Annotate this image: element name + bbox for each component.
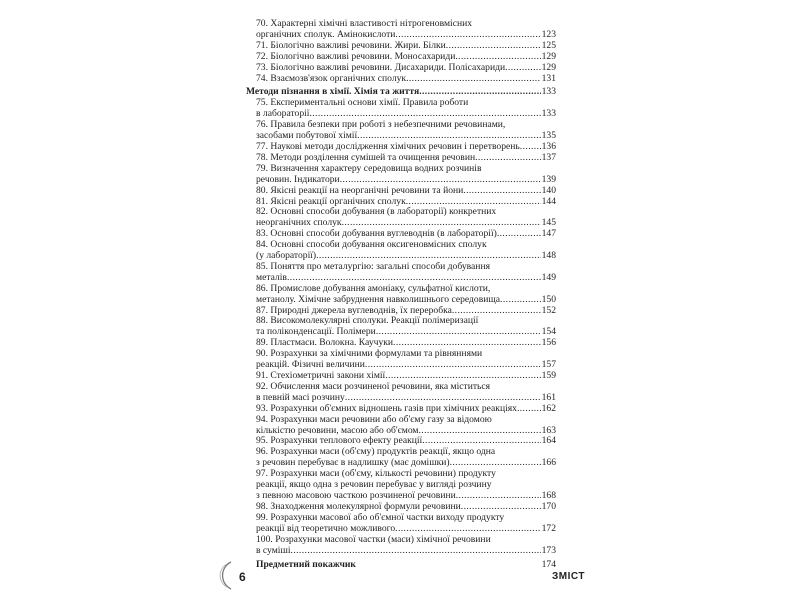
toc-section-heading bbox=[246, 87, 556, 98]
toc-entry bbox=[246, 120, 556, 142]
toc-entry-number: 81. bbox=[256, 196, 268, 207]
toc-leader-dots bbox=[406, 74, 541, 85]
toc-leader-dots bbox=[385, 371, 540, 382]
toc-entry-number: 83. bbox=[256, 229, 268, 240]
toc-page-number: 157 bbox=[541, 359, 556, 371]
toc-leader-dots bbox=[452, 306, 541, 317]
toc-entry-line bbox=[246, 175, 556, 186]
toc-page-number: 161 bbox=[541, 391, 556, 403]
toc-entry-text: Основні способи добування (в лабораторії) конкретних bbox=[270, 207, 497, 218]
toc-entry-line bbox=[246, 360, 556, 371]
toc-entry bbox=[246, 502, 556, 513]
toc-entry-number: 86. bbox=[256, 283, 268, 294]
toc-leader-dots bbox=[309, 109, 540, 120]
toc-entry-text bbox=[246, 535, 556, 546]
toc-entry bbox=[246, 316, 556, 338]
toc-entry-line bbox=[246, 186, 556, 197]
toc-page-number: 174 bbox=[541, 560, 556, 571]
toc-entry-text: Знаходження молекулярної формули речовини bbox=[270, 501, 461, 512]
toc-entry bbox=[246, 142, 556, 153]
toc-entry-text: Поняття про металургію: загальні способи добування bbox=[270, 261, 490, 272]
toc-entry-text: реакції від теоретично можливого bbox=[256, 522, 396, 534]
toc-entry-text: Методи розділення сумішей та очищення речовин bbox=[270, 152, 476, 163]
toc-entry-line bbox=[246, 327, 556, 338]
section-title: ЗМІСТ bbox=[552, 571, 585, 582]
toc-page-number: 159 bbox=[541, 371, 556, 381]
toc-leader-dots bbox=[365, 360, 541, 371]
toc-entry-line bbox=[246, 251, 556, 262]
toc-entry bbox=[246, 240, 556, 262]
toc-entry-text: Промислове добування амоніаку, сульфатної кислоти, bbox=[270, 283, 491, 294]
toc-entry-text: Якісні реакції органічних сполук bbox=[270, 196, 406, 207]
toc-entry-number: 75. bbox=[256, 98, 268, 109]
toc-page-number: 150 bbox=[541, 293, 556, 305]
toc-entry-line bbox=[246, 338, 556, 349]
toc-entry bbox=[246, 164, 556, 186]
toc-page-number: 123 bbox=[541, 28, 556, 40]
toc-entry bbox=[246, 98, 556, 120]
toc-entry-text: метанолу. Хімічне забруднення навколишнього середовища bbox=[256, 293, 501, 305]
toc-entry-line bbox=[246, 546, 556, 557]
toc-leader-dots bbox=[475, 153, 541, 164]
toc-entry-text: Розрахунки за хімічними формулами та рівняннями bbox=[270, 349, 483, 360]
toc-entry-text: Стехіометричні закони хімії bbox=[270, 371, 386, 381]
toc-entry bbox=[246, 207, 556, 229]
toc-entry-number: 95. bbox=[256, 436, 268, 447]
toc-entry-text: Основні способи добування вуглеводнів (в лабораторії) bbox=[270, 229, 497, 240]
toc-page-number: 135 bbox=[541, 130, 556, 142]
page-number: 6 bbox=[239, 570, 246, 584]
toc-entry-number: 80. bbox=[256, 185, 268, 196]
toc-entry bbox=[246, 306, 556, 317]
toc-entry-line bbox=[246, 273, 556, 284]
toc-entry-number: 76. bbox=[256, 120, 268, 131]
toc-leader-dots bbox=[395, 30, 540, 41]
toc-entry bbox=[246, 349, 556, 371]
toc-page-number: 131 bbox=[541, 73, 556, 84]
toc-entry-text: органічних сполук. Амінокислоти bbox=[256, 28, 396, 40]
toc-entry-number: 74. bbox=[256, 73, 268, 84]
toc-leader-dots bbox=[393, 338, 541, 349]
toc-entry-text: Розрахунки маси (об'єму) продуктів реакції, якщо одна bbox=[270, 447, 496, 458]
toc-leader-dots bbox=[450, 458, 541, 469]
toc-leader-dots bbox=[345, 393, 541, 404]
toc-leader-dots bbox=[376, 327, 541, 338]
toc-entry-number: 72. bbox=[256, 51, 268, 62]
toc-entry-line bbox=[246, 436, 556, 447]
toc-entry bbox=[246, 153, 556, 164]
toc-entry-number: 92. bbox=[256, 381, 268, 392]
toc-entry-text: з певною масовою часткою розчиненої речовини bbox=[256, 489, 456, 501]
toc-entry-text: Біологічно важливі речовини. Жири. Білки bbox=[270, 40, 446, 51]
toc-entry bbox=[246, 371, 556, 382]
toc-entry bbox=[246, 197, 556, 208]
toc-page-number: 137 bbox=[541, 152, 556, 163]
toc-leader-dots bbox=[395, 524, 540, 535]
toc-page-number: 147 bbox=[541, 229, 556, 240]
toc-entry-text: Визначення характеру середовища водних розчинів bbox=[270, 163, 482, 174]
toc-leader-dots bbox=[500, 295, 541, 306]
toc-entry bbox=[246, 513, 556, 535]
toc-entry bbox=[246, 186, 556, 197]
toc-page-number: 133 bbox=[541, 108, 556, 120]
toc-entry-line bbox=[246, 153, 556, 164]
toc-entry-text: Розрахунки маси (об'єму, кількості речовини) продукту bbox=[270, 469, 496, 480]
toc-entry bbox=[246, 284, 556, 306]
toc-entry-line bbox=[246, 87, 556, 98]
toc-entry-text: Предметний покажчик bbox=[256, 560, 356, 571]
toc-entry-line bbox=[246, 404, 556, 415]
page-footer bbox=[205, 560, 585, 590]
toc-leader-dots bbox=[497, 229, 541, 240]
toc-entry-line bbox=[246, 30, 556, 41]
toc-page-number: 139 bbox=[541, 173, 556, 185]
toc-page-number: 129 bbox=[541, 51, 556, 62]
toc-page-number: 154 bbox=[541, 326, 556, 338]
toc-page-number: 145 bbox=[541, 217, 556, 229]
toc-entry-text: Розрахунки маси речовини або об'єму газу за відомою bbox=[270, 414, 492, 425]
toc-entry-text: з речовин перебуває в надлишку (має домішки) bbox=[256, 457, 450, 469]
toc-page-number: 133 bbox=[541, 87, 556, 98]
toc-page-number: 173 bbox=[541, 544, 556, 556]
toc-entry bbox=[246, 415, 556, 437]
toc-page-number: 144 bbox=[541, 196, 556, 207]
toc-page-number: 166 bbox=[541, 457, 556, 469]
toc-entry-line bbox=[246, 63, 556, 74]
toc-entry-number: 73. bbox=[256, 62, 268, 73]
toc-entry-number: 82. bbox=[256, 207, 268, 218]
toc-entry-number: 78. bbox=[256, 152, 268, 163]
toc-page-number: 163 bbox=[541, 424, 556, 436]
toc-entry-text: засобами побутової хімії bbox=[256, 130, 358, 142]
toc-leader-dots bbox=[456, 491, 541, 502]
toc-page-number: 148 bbox=[541, 250, 556, 262]
toc-section-title: Методи пізнання в хімії. Хімія та життя bbox=[246, 87, 420, 98]
toc-leader-dots bbox=[419, 87, 540, 98]
toc-entry-text: в лабораторії bbox=[256, 108, 310, 120]
toc-entry-text bbox=[246, 415, 556, 426]
toc-entry-number: 71. bbox=[256, 40, 268, 51]
toc-entry-number: 84. bbox=[256, 240, 268, 251]
toc-page-number: 129 bbox=[541, 62, 556, 73]
toc-entry-number: 98. bbox=[256, 501, 268, 512]
toc-leader-dots bbox=[291, 546, 541, 557]
toc-leader-dots bbox=[505, 63, 541, 74]
toc-leader-dots bbox=[419, 426, 541, 437]
toc-entry-text: в певній масі розчину bbox=[256, 391, 345, 403]
toc-entry-line bbox=[246, 502, 556, 513]
toc-entry-line bbox=[246, 142, 556, 153]
toc-entry-text: Експериментальні основи хімії. Правила роботи bbox=[270, 98, 469, 109]
toc-entry-line bbox=[246, 74, 556, 85]
toc-leader-dots bbox=[461, 502, 541, 513]
toc-entry bbox=[246, 447, 556, 469]
toc-entry-number: 96. bbox=[256, 447, 268, 458]
toc-entry bbox=[246, 63, 556, 74]
toc-entry-number: 99. bbox=[256, 512, 268, 523]
toc-entry bbox=[246, 229, 556, 240]
toc-entry-text: речовин. Індикатори bbox=[256, 173, 340, 185]
toc-page-number: 140 bbox=[541, 185, 556, 196]
toc-leader-dots bbox=[446, 41, 541, 52]
toc-entry-number: 87. bbox=[256, 305, 268, 316]
toc-entry-line bbox=[246, 41, 556, 52]
toc-entry-number: 70. bbox=[256, 19, 268, 29]
toc-page-number: 170 bbox=[541, 501, 556, 512]
toc-page-number: 136 bbox=[541, 141, 556, 152]
toc-entry-text: та поліконденсації. Полімери bbox=[256, 326, 376, 338]
toc-entry-text: Характерні хімічні властивості нітрогеновмісних bbox=[270, 19, 473, 29]
toc-entry-text: неорганічних сполук bbox=[256, 217, 342, 229]
toc-leader-dots bbox=[357, 131, 540, 142]
toc-page-number: 156 bbox=[541, 338, 556, 349]
toc-entry-number: 91. bbox=[256, 371, 268, 381]
toc-entry-text: Біологічно важливі речовини. Моносахариди bbox=[270, 51, 456, 62]
toc-entry-text: Наукові методи дослідження хімічних речовин і перетворень bbox=[270, 141, 520, 152]
toc-entry-number: 94. bbox=[256, 414, 268, 425]
toc-entry-line bbox=[246, 426, 556, 437]
toc-leader-dots bbox=[517, 404, 541, 415]
toc-entry-text: Розрахунки об'ємних відношень газів при хімічних реакціях bbox=[270, 403, 517, 414]
toc-entry-text: Розрахунки масової або об'ємної частки виходу продукту bbox=[270, 512, 505, 523]
toc-entry-text: Якісні реакції на неорганічні речовини та йони bbox=[270, 185, 464, 196]
toc-entry-line bbox=[246, 131, 556, 142]
toc-leader-dots bbox=[316, 251, 541, 262]
toc-entry-text: Пластмаси. Волокна. Каучуки bbox=[270, 338, 394, 349]
table-of-contents bbox=[246, 19, 556, 571]
toc-entry-line bbox=[246, 306, 556, 317]
toc-entry bbox=[246, 52, 556, 63]
toc-entry bbox=[246, 436, 556, 447]
toc-entry-text: Взаємозв'язок органічних сполук bbox=[270, 73, 407, 84]
toc-leader-dots bbox=[422, 436, 540, 447]
toc-entry-number: 100. bbox=[256, 534, 273, 545]
toc-page-number: 172 bbox=[541, 522, 556, 534]
toc-leader-dots bbox=[287, 273, 541, 284]
toc-entry-text: реакції, якщо одна з речовин перебуває у вигляді розчину bbox=[256, 479, 492, 491]
toc-entry bbox=[246, 469, 556, 502]
toc-entry-text: (у лабораторії) bbox=[256, 250, 317, 262]
toc-entry-line bbox=[246, 52, 556, 63]
toc-entry-number: 93. bbox=[256, 403, 268, 414]
toc-entry-line bbox=[246, 491, 556, 502]
toc-entry-line bbox=[246, 295, 556, 306]
toc-entry bbox=[246, 19, 556, 41]
toc-entry-line bbox=[246, 393, 556, 404]
toc-entry-text: Високомолекулярні сполуки. Реакції полімеризації bbox=[270, 316, 479, 327]
toc-entry-text: Біологічно важливі речовини. Дисахариди. Полісахариди bbox=[270, 62, 506, 73]
toc-entry bbox=[246, 74, 556, 85]
toc-entry-number: 77. bbox=[256, 141, 268, 152]
toc-entry-line bbox=[246, 109, 556, 120]
toc-entry-text: Правила безпеки при роботі з небезпечними речовинами, bbox=[270, 120, 506, 131]
toc-leader-dots bbox=[342, 218, 541, 229]
toc-entry-number: 88. bbox=[256, 316, 268, 327]
toc-entry-line bbox=[246, 229, 556, 240]
toc-page-number: 168 bbox=[541, 489, 556, 501]
toc-leader-dots bbox=[455, 52, 540, 63]
toc-entry-text: в суміші bbox=[256, 544, 291, 556]
toc-leader-dots bbox=[520, 142, 541, 153]
toc-entry bbox=[246, 338, 556, 349]
toc-page-number: 125 bbox=[541, 40, 556, 51]
toc-entry bbox=[246, 404, 556, 415]
toc-page-number: 164 bbox=[541, 436, 556, 447]
toc-leader-dots bbox=[406, 197, 541, 208]
toc-page-number: 152 bbox=[541, 305, 556, 316]
toc-page-number: 149 bbox=[541, 271, 556, 283]
toc-entry-line bbox=[246, 371, 556, 382]
toc-page-number: 162 bbox=[541, 403, 556, 414]
toc-entry-text: металів bbox=[256, 271, 287, 283]
toc-entry bbox=[246, 262, 556, 284]
toc-entry-text: Природні джерела вуглеводнів, їх переробка bbox=[270, 305, 452, 316]
toc-entry-text: Основні способи добування оксигеновмісних сполук bbox=[270, 240, 487, 251]
toc-entry-text: Обчислення маси розчиненої речовини, яка міститься bbox=[270, 381, 491, 392]
toc-entry-number: 85. bbox=[256, 261, 268, 272]
toc-entry-number: 79. bbox=[256, 163, 268, 174]
toc-entry bbox=[246, 535, 556, 557]
toc-entry-line bbox=[246, 524, 556, 535]
toc-entry-text: Розрахунки масової частки (маси) хімічної речовини bbox=[275, 534, 491, 545]
toc-entry-text bbox=[246, 262, 556, 273]
toc-entry-number: 89. bbox=[256, 338, 268, 349]
toc-entry-line bbox=[246, 197, 556, 208]
toc-entry-text: реакцій. Фізичні величини bbox=[256, 359, 365, 371]
toc-entry-number: 90. bbox=[256, 349, 268, 360]
toc-leader-dots bbox=[463, 186, 540, 197]
toc-entry-text: Розрахунки теплового ефекту реакції bbox=[270, 436, 423, 447]
toc-entry-text: кількістю речовини, масою або об'ємом bbox=[256, 424, 419, 436]
toc-entry bbox=[246, 382, 556, 404]
toc-entry bbox=[246, 41, 556, 52]
toc-entry-number: 97. bbox=[256, 469, 268, 480]
toc-entry-line bbox=[246, 218, 556, 229]
toc-leader-dots bbox=[340, 175, 541, 186]
toc-entry-line bbox=[246, 458, 556, 469]
